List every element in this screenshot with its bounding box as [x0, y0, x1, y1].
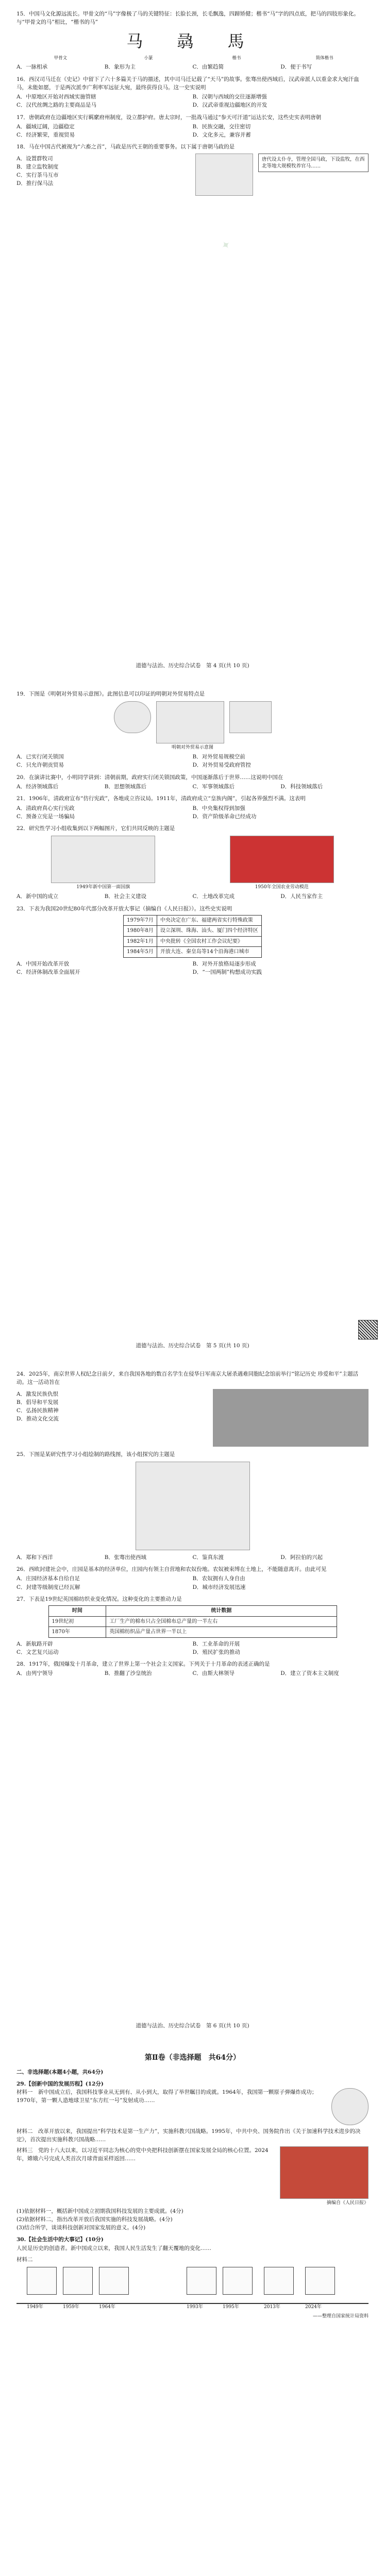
option-c[interactable]: C．文艺复兴运动 — [16, 1649, 59, 1655]
option-b[interactable]: B．思想领域落后 — [104, 784, 146, 790]
option-a[interactable]: A．中国开始改革开放 — [16, 960, 70, 967]
timeline-card — [27, 2267, 57, 2295]
option-c[interactable]: C．军事领域落后 — [192, 784, 235, 790]
question-stem: 26．西欧封建社会中，庄园是基本的经济单位，庄园内有领主自营地和农奴份地。农奴被束缚在土地上，不能随意离开。由此可见 — [16, 1566, 327, 1573]
section-title: 第Ⅱ卷（非选择题 共64分） — [144, 2054, 241, 2062]
option-d[interactable]: D．汉武帝重视边疆地区的开发 — [192, 102, 267, 109]
sub-question: (1)依据材料一，概括新中国成立初期我国科技发展的主要成就。(4分) — [16, 2208, 183, 2214]
option-a[interactable]: A．庄园经济基本自给自足 — [16, 1575, 80, 1582]
question-20 — [16, 773, 369, 791]
material-1: 材料一 新中国成立后，我国科技事业从无到有、从小到大，取得了举世瞩目的成就。1964年，我国第一颗原子弹爆炸成功；1970年，第一颗人造地球卫星“东方红一号”发射成功…… — [16, 2089, 317, 2104]
question-29 — [16, 2080, 369, 2232]
tile-pattern-image — [51, 836, 155, 883]
question-stem: 20．在演讲比赛中，小明同学讲到：清朝前期，政府实行闭关锁国政策，中国逐渐落后于世界……这说明中国在 — [16, 774, 283, 781]
question-18 — [16, 143, 369, 195]
options — [16, 1574, 369, 1591]
watermark: ✦ — [219, 238, 234, 254]
question-28 — [16, 1660, 369, 1678]
options — [16, 753, 369, 770]
option-d[interactable]: D．人民当家作主 — [280, 893, 323, 900]
question-21 — [16, 794, 369, 821]
option-d[interactable]: D．阿拉伯的兴起 — [280, 1554, 323, 1561]
option-d[interactable]: D．推动文化交流 — [16, 1416, 59, 1422]
question-stem: 17．唐朝政府在边疆地区实行羁縻府州制度，设立都护府。唐太宗时，一批战马通过“参天可汗道”运达长安，这些史实表明唐朝 — [16, 114, 322, 121]
exam-page-5 — [5, 680, 380, 1355]
material-box: 唐代设太仆寺，管理全国马政，下设监牧，在西北等地大规模牧养官马…… — [258, 154, 369, 173]
sub-question: (2)依据材料二，指出改革开放后我国实施的科技发展战略。(4分) — [16, 2216, 173, 2223]
figure-caption: 明朝对外贸易示意图 — [171, 745, 213, 751]
option-d[interactable]: D．“一国两制”构想成功实践 — [192, 969, 262, 976]
question-stem: 15．中国马文化源远流长。甲骨文的“马”字像极了马的关键特征：长脸长颈，长毛飘逸，四蹄矫健；楷书“马”字的四点底，把马的四肢形象化。与“甲骨文的马”相比，“楷书的马” — [16, 11, 359, 26]
options — [16, 1669, 369, 1677]
timeline-card — [187, 2267, 216, 2295]
ceremony-photo — [213, 1389, 369, 1447]
option-b[interactable]: B．象形为主 — [104, 64, 136, 71]
option-a[interactable]: A．经济领域落后 — [16, 784, 59, 790]
option-a[interactable]: A．设置群牧司 — [16, 155, 53, 162]
timeline-card — [99, 2267, 129, 2295]
option-a[interactable]: A．一脉相承 — [16, 64, 48, 71]
sub-question: (3)结合所学，谈谈科技创新对国家发展的意义。(4分) — [16, 2225, 146, 2231]
question-stem: 28．1917年，俄国爆发十月革命，建立了世界上第一个社会主义国家。下列关于十月革命的表述正确的是 — [16, 1661, 270, 1668]
option-b[interactable]: B．建立监牧制度 — [16, 163, 59, 170]
timeline-year: 1993年 — [187, 2304, 203, 2310]
options — [16, 93, 369, 110]
option-a[interactable]: A．中原地区开始对西域实施管辖 — [16, 94, 96, 100]
question-head: 29.【创新中国的发展历程】(12分) — [16, 2080, 104, 2087]
question-27 — [16, 1595, 369, 1656]
option-c[interactable]: C．经济繁荣，重视贸易 — [16, 132, 75, 139]
question-stem: 16．西汉司马迁在《史记》中留下了六十多篇关于马的描述，其中司马迁记载了“天马”的故事。张骞出使西域后，汉武帝派人以重金求大宛汗血马，未能如愿，于是两次派李广利率军远征大宛，最终获得良马。这一史实说明 — [16, 76, 359, 91]
table-row: 时间 统计数据 — [48, 1606, 337, 1617]
option-a[interactable]: A．激发民族仇恨 — [16, 1391, 59, 1397]
question-19 — [16, 690, 369, 770]
route-map-image — [136, 1462, 250, 1550]
source-caption: 摘编自《人民日报》 — [326, 2200, 369, 2206]
option-c[interactable]: C．弘扬民族精神 — [16, 1408, 59, 1414]
option-d[interactable]: D．殖民扩张的推动 — [192, 1649, 240, 1655]
question-26 — [16, 1565, 369, 1591]
data-table — [48, 1605, 337, 1638]
question-stem: 25．下图是某研究性学习小组绘制的路线图，该小组探究的主题是 — [16, 1451, 175, 1458]
figure-caption: 1950年全国农业劳动模范 — [255, 885, 309, 890]
options — [16, 155, 190, 188]
events-table — [123, 915, 262, 958]
option-d[interactable]: D．科技领域落后 — [280, 784, 323, 790]
options — [16, 804, 369, 821]
flag-image — [230, 836, 334, 883]
option-c[interactable]: C．预备立宪是一场骗局 — [16, 813, 75, 820]
option-d[interactable]: D．建立了资本主义制度 — [280, 1670, 339, 1677]
option-b[interactable]: B．农奴拥有人身自由 — [192, 1575, 245, 1582]
figure-caption: 1949年新中国第一面国旗 — [76, 885, 130, 890]
option-b[interactable]: B．民族交融，交往密切 — [192, 123, 251, 130]
option-c[interactable]: C．由繁趋简 — [192, 64, 224, 71]
question-stem: 21．1906年，清政府宣布“仿行宪政”，各地成立咨议局。1911年，清政府成立“皇族内阁”，引起各界强烈不满。这表明 — [16, 795, 306, 802]
option-b[interactable]: B．社会主义建设 — [104, 893, 146, 900]
option-c[interactable]: C．由斯大林领导 — [192, 1670, 235, 1677]
option-d[interactable]: D．对外贸易受政府管控 — [192, 762, 251, 769]
page-footer: 道德与法治、历史综合试卷 第 5 页(共 10 页) — [136, 1342, 249, 1349]
source-caption: ——整理自国家统计局资料 — [312, 2314, 369, 2319]
coin-image — [114, 701, 151, 733]
option-d[interactable]: D．便于书写 — [280, 64, 312, 71]
option-d[interactable]: D．资产阶级革命已经成功 — [192, 813, 257, 820]
option-c[interactable]: C．只允许朝贡贸易 — [16, 762, 64, 769]
question-stem: 19．下图是《明朝对外贸易示意图》。此图信息可以印证的明朝对外贸易特点是 — [16, 691, 205, 697]
table-row: 1984年5月 开放大连、秦皇岛等14个沿海港口城市 — [124, 947, 262, 958]
calligraphy-horse: 马 骉 馬 — [126, 31, 259, 51]
porcelain-image — [229, 701, 272, 733]
timeline-card — [223, 2267, 253, 2295]
options — [16, 892, 369, 901]
option-c[interactable]: C．土地改革完成 — [192, 893, 235, 900]
option-a[interactable]: A．新中国的成立 — [16, 893, 59, 900]
option-d[interactable]: D．文化多元，兼容并蓄 — [192, 132, 251, 139]
timeline-year: 1959年 — [63, 2304, 79, 2310]
exam-page-4 — [5, 0, 380, 675]
option-b[interactable]: B．对外贸易规模空前 — [192, 754, 245, 760]
option-d[interactable]: D．城市经济发展迅速 — [192, 1584, 246, 1590]
option-b[interactable]: B．对外开放格局逐步形成 — [192, 960, 256, 967]
qr-code[interactable] — [358, 1320, 378, 1340]
timeline-card — [264, 2267, 294, 2295]
table-row: 1982年1月 中央批转《全国农村工作会议纪要》 — [124, 936, 262, 947]
option-a[interactable]: A．清政府真心实行宪政 — [16, 805, 75, 811]
timeline-year: 1995年 — [223, 2304, 239, 2310]
table-row: 19世纪初 工厂生产的棉布只占全国棉布总产量的一半左右 — [48, 1616, 337, 1627]
trade-map-image — [156, 701, 224, 743]
question-stem: 24．2025年，南京世界人权纪念日前夕，来自我国各地的数百名学生在侵华日军南京大屠杀遇难同胞纪念馆前举行“铭记历史 珍爱和平”主题活动。这一活动旨在 — [16, 1371, 359, 1386]
options — [16, 960, 369, 977]
options — [16, 1640, 369, 1657]
option-b[interactable]: B．张骞出使西域 — [104, 1554, 146, 1561]
material-3: 材料三 党的十八大以来，以习近平同志为核心的党中央把科技创新摆在国家发展全局的核心位置。2024年，嫦娥六号完成人类首次月球背面采样返回…… — [16, 2147, 269, 2162]
timeline-year: 1964年 — [99, 2304, 115, 2310]
question-25 — [16, 1450, 369, 1562]
table-row: 1980年8月 设立深圳、珠海、汕头、厦门四个经济特区 — [124, 926, 262, 937]
question-15 — [16, 10, 369, 72]
table-row: 1979年7月 中央决定在广东、福建两省实行特殊政策 — [124, 915, 262, 926]
question-22 — [16, 824, 369, 901]
option-a[interactable]: A．已实行闭关锁国 — [16, 754, 64, 760]
option-c[interactable]: C．实行茶马互市 — [16, 172, 59, 179]
option-b[interactable]: B．汉朝与西域的交往逐渐增强 — [192, 94, 267, 100]
option-c[interactable]: C．汉代丝绸之路的主要商品是马 — [16, 102, 97, 109]
timeline-card — [305, 2267, 335, 2295]
page-footer: 道德与法治、历史综合试卷 第 6 页(共 10 页) — [136, 2022, 249, 2029]
options — [16, 123, 369, 140]
option-a[interactable]: A．由列宁领导 — [16, 1670, 53, 1677]
calligraphy-labels: 甲骨文 小篆 楷书 简体楷书 — [54, 56, 333, 61]
timeline-year: 1949年 — [27, 2304, 43, 2310]
option-a[interactable]: A．新航路开辟 — [16, 1640, 53, 1647]
medal-image — [331, 2088, 369, 2125]
question-23 — [16, 905, 369, 977]
options — [16, 783, 369, 791]
timeline-card — [63, 2267, 93, 2295]
options — [16, 63, 369, 71]
question-30 — [16, 2235, 369, 2320]
option-c[interactable]: C．鉴真东渡 — [192, 1554, 224, 1561]
timeline-year: 2024年 — [305, 2304, 322, 2310]
question-stem: 27．下表是19世纪英国棉纺织业变化情况。这种变化的主要推动力是 — [16, 1596, 182, 1602]
option-a[interactable]: A．疆域辽阔，边疆稳定 — [16, 123, 75, 130]
option-c[interactable]: C．封建等级制度已经瓦解 — [16, 1584, 80, 1590]
option-b[interactable]: B．工业革命的开展 — [192, 1640, 240, 1647]
question-24 — [16, 1370, 369, 1447]
timeline — [16, 2267, 369, 2310]
options — [16, 1390, 208, 1423]
question-stem: 23．下表为我国20世纪80年代部分改革开放大事记（摘编自《人民日报》）。这些史实说明 — [16, 905, 232, 912]
timeline-year: 2013年 — [264, 2304, 280, 2310]
horse-relic-image — [195, 154, 253, 196]
material-intro: 人民是历史的创造者。新中国成立以来，我国人民生活发生了翻天覆地的变化…… — [16, 2245, 211, 2251]
question-16 — [16, 75, 369, 110]
material-2-label: 材料二 — [16, 2257, 33, 2263]
flag-photo — [280, 2146, 369, 2199]
table-row: 1870年 英国棉纺织品产量占世界一半以上 — [48, 1627, 337, 1638]
exam-page-6 — [5, 1360, 380, 2035]
option-c[interactable]: C．经济体制改革全面展开 — [16, 969, 80, 976]
material-2: 材料二 改革开放以来，我国提出“科学技术是第一生产力”，实施科教兴国战略。1995年，中共中央、国务院作出《关于加速科学技术进步的决定》，首次提出实施科教兴国战略…… — [16, 2128, 361, 2143]
options — [16, 1553, 369, 1562]
question-17 — [16, 113, 369, 140]
question-head: 30.【社会生活中的大事记】(10分) — [16, 2236, 104, 2243]
option-b[interactable]: B．中央集权得到加强 — [192, 805, 245, 811]
option-d[interactable]: D．推行保马法 — [16, 180, 54, 187]
question-stem: 18．马在中国古代被视为“六畜之首”，马政是历代王朝的重要事务。以下属于唐朝马政的是 — [16, 144, 235, 150]
question-stem: 22．研究性学习小组收集到以下两幅图片，它们共同反映的主题是 — [16, 825, 175, 832]
option-a[interactable]: A．郑和下西洋 — [16, 1554, 53, 1561]
option-b[interactable]: B．倡导和平发展 — [16, 1399, 59, 1405]
exam-page-7 — [5, 2040, 380, 2576]
option-b[interactable]: B．推翻了沙皇统治 — [104, 1670, 152, 1677]
page-footer: 道德与法治、历史综合试卷 第 4 页(共 10 页) — [136, 662, 249, 669]
part-title: 二、非选择题(本题4小题，共64分) — [16, 2069, 104, 2075]
